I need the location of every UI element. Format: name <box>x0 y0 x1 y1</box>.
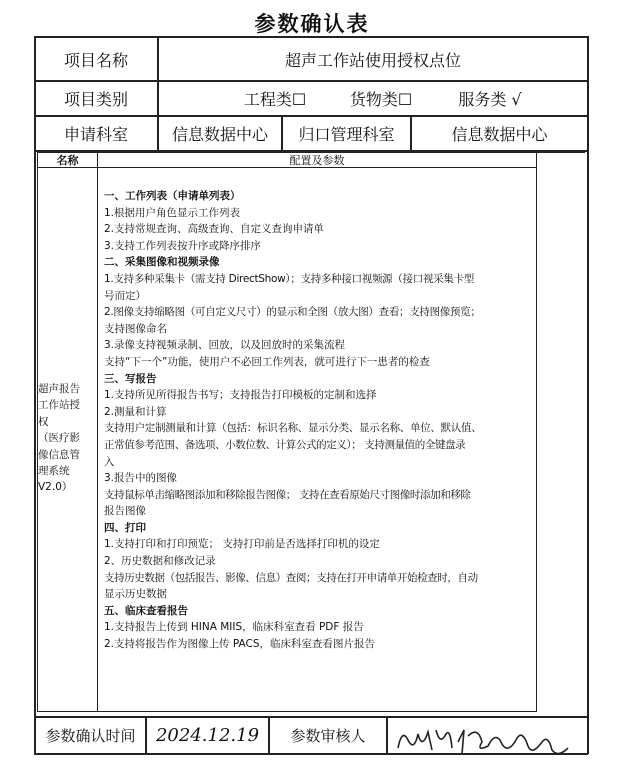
spec-line: 3.报告中的图像 <box>104 472 178 485</box>
mgmt-dept-label: 归口管理科室 <box>298 125 395 144</box>
project-name-value: 超声工作站使用授权点位 <box>284 50 461 70</box>
page-title: 参数确认表 <box>254 12 370 36</box>
spec-content <box>104 188 532 653</box>
item-name-line: V2.0） <box>38 481 73 494</box>
spec-line: 正常值参考范围、备选项、小数位数、计算公式的定义）； 支持测量值的全键盘录 <box>104 438 466 451</box>
spec-header-divider <box>37 167 536 168</box>
project-type-option-engineering: 工程类☐ <box>243 90 307 109</box>
spec-line: 支持鼠标单击缩略图添加和移除报告图像； 支持在查看原始尺寸图像时添加和移除 <box>104 488 471 501</box>
dept-value: 信息数据中心 <box>171 125 268 144</box>
spec-line: 支持图像命名 <box>104 322 167 335</box>
spec-line: 显示历史数据 <box>104 588 167 601</box>
spec-line: 2.支持将报告作为图像上传 PACS，临床科室查看图片报告 <box>104 638 376 651</box>
item-name-line: （医疗影 <box>38 432 80 445</box>
item-name-line: 权 <box>38 415 49 428</box>
spec-line: 1.根据用户角色显示工作列表 <box>104 206 241 219</box>
spec-box-bottom <box>37 711 536 712</box>
spec-line: 3.支持工作列表按升序或降序排序 <box>104 239 262 252</box>
item-name-line: 像信息管 <box>38 448 80 461</box>
signature-image <box>392 720 582 760</box>
spec-line: 2.支持常规查询、高级查询、自定义查询申请单 <box>104 223 325 236</box>
spec-line: 支持用户定制测量和计算（包括：标识名称、显示分类、显示名称、单位、默认值、 <box>104 422 482 435</box>
table-border-right <box>587 36 589 754</box>
spec-line: 1.支持报告上传到 HINA MIIS，临床科室查看 PDF 报告 <box>104 621 364 634</box>
spec-line: 3.录像支持视频录制、回放，以及回放时的采集流程 <box>104 339 346 352</box>
spec-line: 2.图像支持缩略图（可自定义尺寸）的显示和全图（放大图）查看；支持图像预览； <box>104 306 481 319</box>
item-name-line: 超声报告 <box>38 383 80 395</box>
reviewer-signature <box>392 720 582 760</box>
section-heading: 四、打印 <box>104 521 146 534</box>
project-name-label: 项目名称 <box>63 50 128 70</box>
spec-line: 支持历史数据（包括报告、影像、信息）查阅；支持在打开申请单开始检查时，自动 <box>104 571 478 584</box>
project-type-option-goods: 货物类☐ <box>349 90 413 109</box>
spec-line: 号而定） <box>104 289 146 302</box>
spec-name-divider <box>97 152 98 712</box>
spec-line: 1.支持打印和打印预览； 支持打印前是否选择打印机的设定 <box>104 538 380 551</box>
spec-box-right <box>536 152 537 712</box>
spec-line: 1.支持所见所得报告书写；支持报告打印模板的定制和选择 <box>104 389 377 402</box>
spec-config-header: 配置及参数 <box>289 154 345 167</box>
reviewer-label: 参数审核人 <box>290 727 366 745</box>
confirm-time-label: 参数确认时间 <box>45 727 136 745</box>
spec-line: 入 <box>104 455 115 468</box>
spec-line: 支持“下一个”功能，使用户不必回工作列表，就可进行下一患者的检查 <box>104 355 430 368</box>
spec-line: 2、历史数据和修改记录 <box>104 555 216 568</box>
spec-line: 1.支持多种采集卡（需支持 DirectShow）；支持多种接口视频源（接口视采集卡型 <box>104 272 474 285</box>
spec-line: 报告图像 <box>104 505 146 518</box>
section-heading: 一、工作列表（申请单列表） <box>104 190 241 202</box>
item-name-line: 理系统 <box>38 465 70 478</box>
confirm-time-value: 2024.12.19 <box>155 725 260 746</box>
section-heading: 二、采集图像和视频录像 <box>104 256 220 269</box>
footer-divider <box>386 716 388 754</box>
spec-name-header: 名称 <box>56 154 79 167</box>
item-name-line: 工作站授 <box>38 399 80 412</box>
dept-label: 申请科室 <box>63 125 128 144</box>
mgmt-dept-value: 信息数据中心 <box>451 125 548 144</box>
project-type-option-service: 服务类 √ <box>458 90 522 109</box>
section-heading: 五、临床查看报告 <box>104 604 188 617</box>
item-name <box>38 381 92 496</box>
project-type-label: 项目类别 <box>63 90 128 109</box>
spec-line: 2.测量和计算 <box>104 405 167 418</box>
section-heading: 三、写报告 <box>104 372 157 385</box>
